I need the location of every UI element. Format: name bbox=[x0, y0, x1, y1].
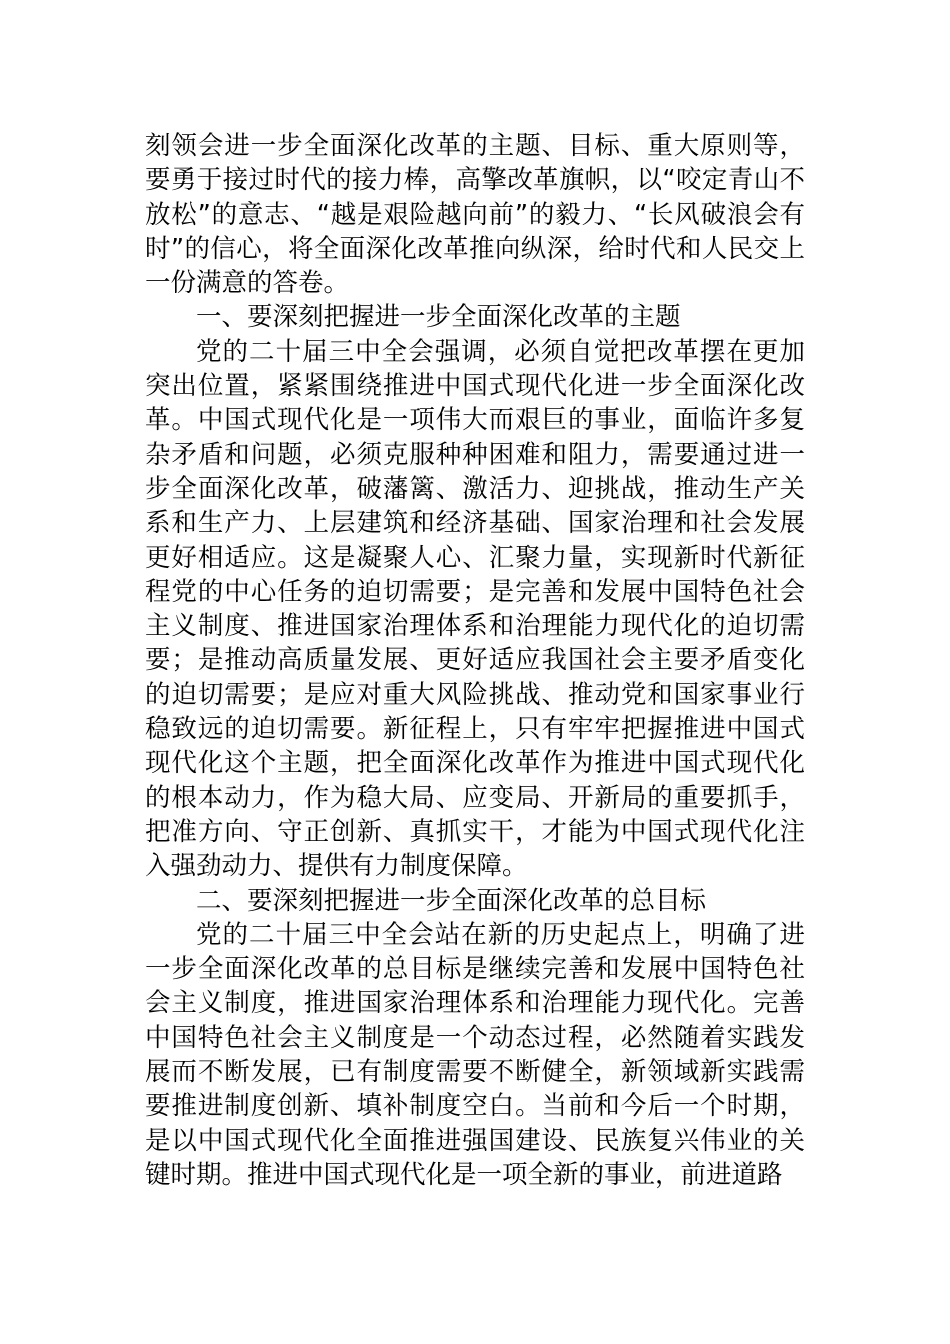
paragraph-section-2: 党的二十届三中全会站在新的历史起点上，明确了进一步全面深化改革的总目标是继续完善和发展中国特色社会主义制度，推进国家治理体系和治理能力现代化。完善中国特色社会主义制度是一个动态过程，必然随着实践发展而不断发展，已有制度需要不断健全，新领域新实践需要推进制度创新、填补制度空白。当前和今后一个时期，是以中国式现代化全面推进强国建设、民族复兴伟业的关键时期。推进中国式现代化是一项全新的事业，前进道路 bbox=[145, 919, 805, 1190]
document-body bbox=[145, 129, 805, 1192]
paragraph-intro-continued: 刻领会进一步全面深化改革的主题、目标、重大原则等，要勇于接过时代的接力棒，高擎改革旗帜，以“咬定青山不放松”的意志、“越是艰险越向前”的毅力、“长风破浪会有时”的信心，将全面深化改革推向纵深，给时代和人民交上一份满意的答卷。 bbox=[145, 131, 805, 299]
paragraph-section-1: 党的二十届三中全会强调，必须自觉把改革摆在更加突出位置，紧紧围绕推进中国式现代化进一步全面深化改革。中国式现代化是一项伟大而艰巨的事业，面临许多复杂矛盾和问题，必须克服种种困难和阻力，需要通过进一步全面深化改革，破藩篱、激活力、迎挑战，推动生产关系和生产力、上层建筑和经济基础、国家治理和社会发展更好相适应。这是凝聚人心、汇聚力量，实现新时代新征程党的中心任务的迫切需要；是完善和发展中国特色社会主义制度、推进国家治理体系和治理能力现代化的迫切需要；是推动高质量发展、更好适应我国社会主要矛盾变化的迫切需要；是应对重大风险挑战、推动党和国家事业行稳致远的迫切需要。新征程上，只有牢牢把握推进中国式现代化这个主题，把全面深化改革作为推进中国式现代化的根本动力，作为稳大局、应变局、开新局的重要抓手，把准方向、守正创新、真抓实干，才能为中国式现代化注入强劲动力、提供有力制度保障。 bbox=[145, 336, 805, 882]
section-heading-2: 二、要深刻把握进一步全面深化改革的总目标 bbox=[196, 885, 707, 916]
section-heading-1: 一、要深刻把握进一步全面深化改革的主题 bbox=[196, 302, 681, 333]
